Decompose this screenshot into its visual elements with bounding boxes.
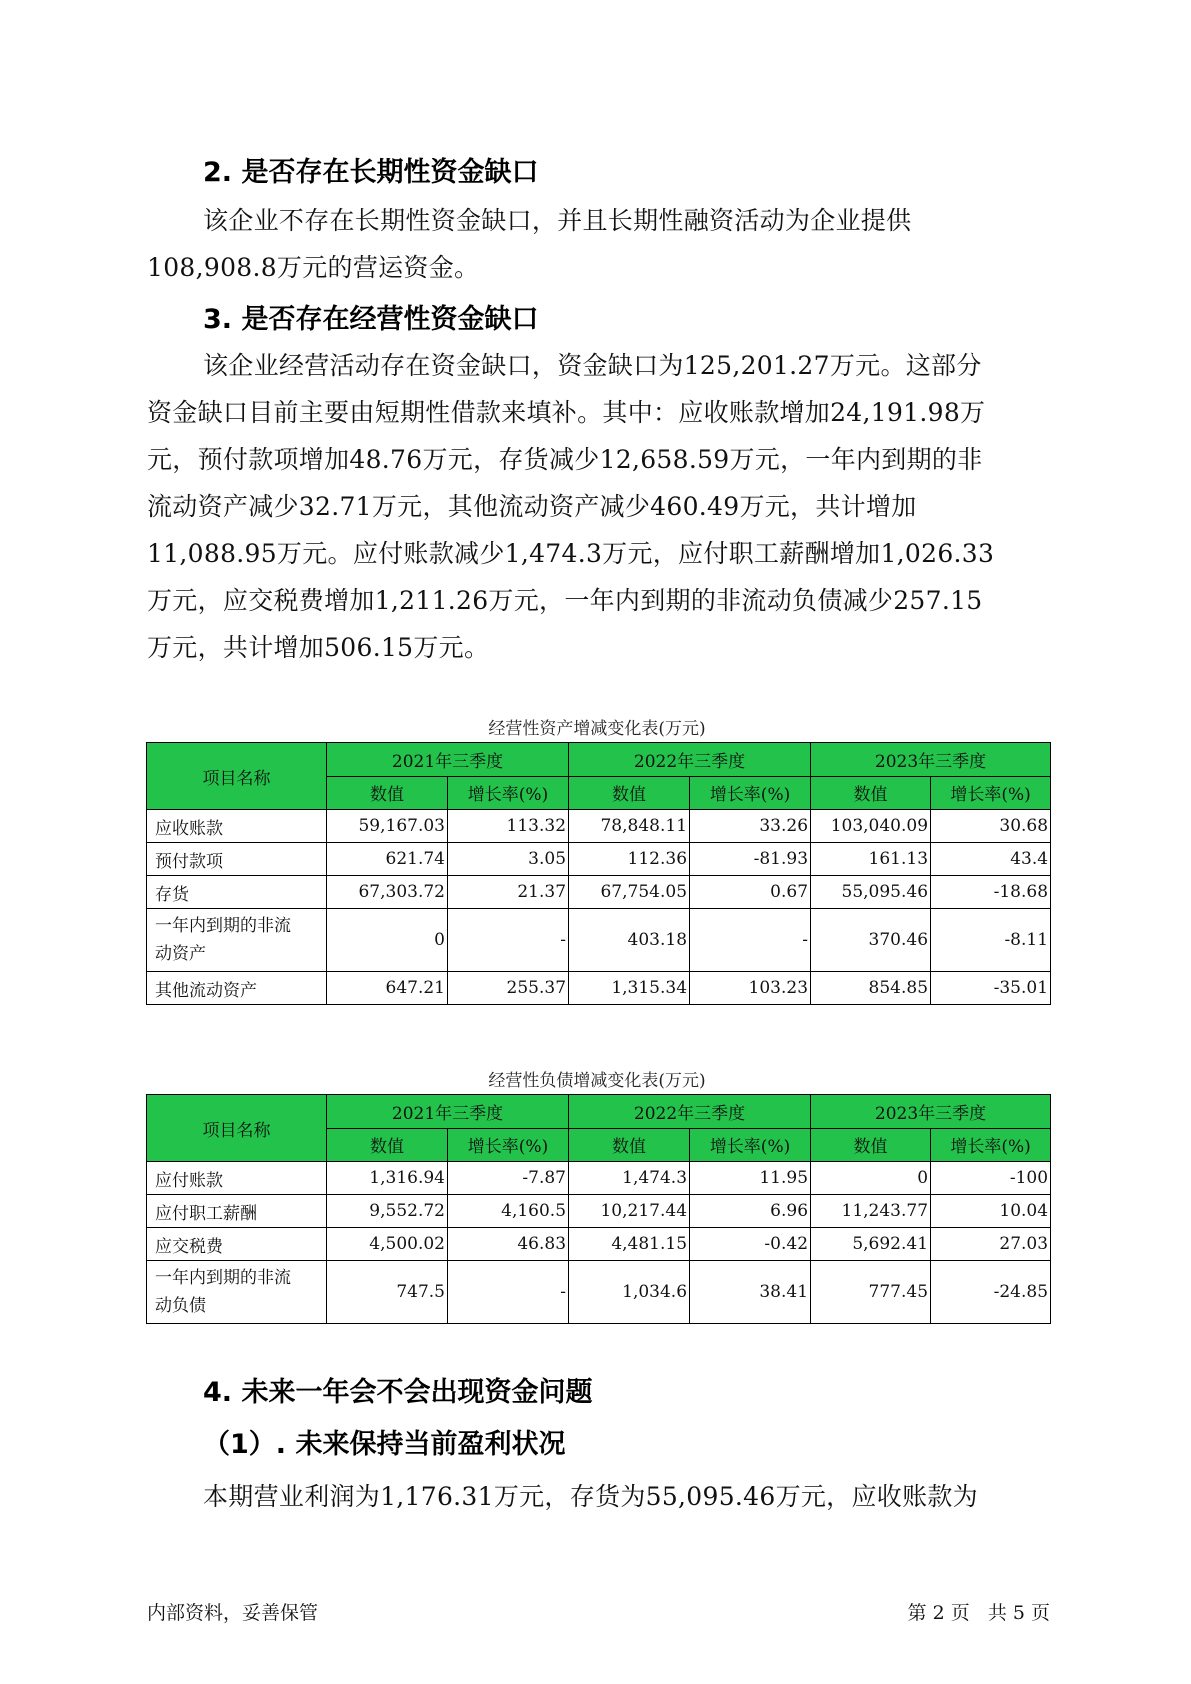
paragraph-line: 本期营业利润为1,176.31万元，存货为55,095.46万元，应收账款为 xyxy=(203,1482,978,1511)
table-cell: 6.96 xyxy=(690,1195,811,1228)
table-cell: 4,500.02 xyxy=(327,1228,448,1261)
paragraph-line: 元，预付款项增加48.76万元，存货减少12,658.59万元，一年内到期的非 xyxy=(147,445,983,474)
row-label: 应付账款 xyxy=(147,1162,327,1195)
period-header: 2023年三季度 xyxy=(811,743,1051,777)
table-cell: 103.23 xyxy=(690,972,811,1005)
table-row xyxy=(147,1195,1051,1228)
sub-heading-4-1: （1）. 未来保持当前盈利状况 xyxy=(203,1429,566,1460)
table-header-row xyxy=(147,1095,1051,1129)
table-cell: 43.4 xyxy=(931,843,1051,876)
table-cell: 21.37 xyxy=(448,876,569,909)
table-cell: 621.74 xyxy=(327,843,448,876)
row-label: 预付款项 xyxy=(147,843,327,876)
table-cell: 11,243.77 xyxy=(811,1195,931,1228)
table-cell: 777.45 xyxy=(811,1261,931,1324)
table-row xyxy=(147,876,1051,909)
column-header: 增长率(%) xyxy=(448,776,569,810)
table-cell: 1,316.94 xyxy=(327,1162,448,1195)
paragraph-line: 108,908.8万元的营运资金。 xyxy=(147,253,480,282)
table-cell: 33.26 xyxy=(690,810,811,843)
footer-confidential-note: 内部资料，妥善保管 xyxy=(147,1602,319,1624)
table-cell: 4,481.15 xyxy=(569,1228,690,1261)
section-heading-3: 3. 是否存在经营性资金缺口 xyxy=(203,304,539,335)
section-3-paragraph xyxy=(147,342,1047,671)
table-cell: 112.36 xyxy=(569,843,690,876)
row-label: 应交税费 xyxy=(147,1228,327,1261)
period-header: 2023年三季度 xyxy=(811,1095,1051,1129)
column-header: 数值 xyxy=(327,776,448,810)
paragraph-line: 流动资产减少32.71万元，其他流动资产减少460.49万元，共计增加 xyxy=(147,492,917,521)
table-row xyxy=(147,1162,1051,1195)
paragraph-line: 11,088.95万元。应付账款减少1,474.3万元，应付职工薪酬增加1,026.33 xyxy=(147,539,995,568)
table-cell: 55,095.46 xyxy=(811,876,931,909)
liabilities-table-caption: 经营性负债增减变化表(万元) xyxy=(488,1071,706,1091)
table-cell: -100 xyxy=(931,1162,1051,1195)
table-cell: 161.13 xyxy=(811,843,931,876)
column-header: 数值 xyxy=(327,1128,448,1162)
column-header-name: 项目名称 xyxy=(147,743,327,810)
column-header: 数值 xyxy=(811,776,931,810)
table-cell: 0 xyxy=(327,909,448,972)
row-label: 一年内到期的非流 动负债 xyxy=(147,1261,327,1324)
column-header: 数值 xyxy=(811,1128,931,1162)
table-row xyxy=(147,843,1051,876)
table-cell: 0.67 xyxy=(690,876,811,909)
table-cell: 647.21 xyxy=(327,972,448,1005)
section-heading-4: 4. 未来一年会不会出现资金问题 xyxy=(203,1377,593,1408)
table-row xyxy=(147,810,1051,843)
table-cell: 113.32 xyxy=(448,810,569,843)
table-cell: 11.95 xyxy=(690,1162,811,1195)
table-cell: 255.37 xyxy=(448,972,569,1005)
table-cell: 0 xyxy=(811,1162,931,1195)
column-header: 增长率(%) xyxy=(690,776,811,810)
table-cell: - xyxy=(690,909,811,972)
table-cell: - xyxy=(448,909,569,972)
row-label: 应收账款 xyxy=(147,810,327,843)
table-cell: 10,217.44 xyxy=(569,1195,690,1228)
table-cell: 9,552.72 xyxy=(327,1195,448,1228)
table-row xyxy=(147,1228,1051,1261)
table-cell: -24.85 xyxy=(931,1261,1051,1324)
row-label: 存货 xyxy=(147,876,327,909)
row-label: 其他流动资产 xyxy=(147,972,327,1005)
row-label: 一年内到期的非流 动资产 xyxy=(147,909,327,972)
table-cell: 67,754.05 xyxy=(569,876,690,909)
period-header: 2022年三季度 xyxy=(569,743,811,777)
table-cell: 854.85 xyxy=(811,972,931,1005)
table-cell: 5,692.41 xyxy=(811,1228,931,1261)
assets-table-caption: 经营性资产增减变化表(万元) xyxy=(488,719,706,739)
paragraph-line: 万元，共计增加506.15万元。 xyxy=(147,633,490,662)
table-cell: - xyxy=(448,1261,569,1324)
paragraph-line: 资金缺口目前主要由短期性借款来填补。其中：应收账款增加24,191.98万 xyxy=(147,398,986,427)
table-cell: 10.04 xyxy=(931,1195,1051,1228)
table-row xyxy=(147,972,1051,1005)
table-cell: -7.87 xyxy=(448,1162,569,1195)
table-cell: 1,315.34 xyxy=(569,972,690,1005)
table-row xyxy=(147,1261,1051,1324)
period-header: 2021年三季度 xyxy=(327,1095,569,1129)
column-header: 数值 xyxy=(569,776,690,810)
paragraph-line: 该企业不存在长期性资金缺口，并且长期性融资活动为企业提供 xyxy=(203,206,912,235)
table-cell: -8.11 xyxy=(931,909,1051,972)
table-cell: -0.42 xyxy=(690,1228,811,1261)
column-header: 增长率(%) xyxy=(931,776,1051,810)
table-cell: 46.83 xyxy=(448,1228,569,1261)
paragraph-line: 万元，应交税费增加1,211.26万元，一年内到期的非流动负债减少257.15 xyxy=(147,586,983,615)
table-cell: -35.01 xyxy=(931,972,1051,1005)
table-cell: 78,848.11 xyxy=(569,810,690,843)
table-cell: 1,474.3 xyxy=(569,1162,690,1195)
period-header: 2022年三季度 xyxy=(569,1095,811,1129)
table-cell: 4,160.5 xyxy=(448,1195,569,1228)
table-cell: 1,034.6 xyxy=(569,1261,690,1324)
row-label: 应付职工薪酬 xyxy=(147,1195,327,1228)
table-cell: 3.05 xyxy=(448,843,569,876)
period-header: 2021年三季度 xyxy=(327,743,569,777)
section-4-paragraph xyxy=(147,1473,1047,1520)
assets-table xyxy=(146,742,1051,1005)
table-row xyxy=(147,909,1051,972)
table-cell: 747.5 xyxy=(327,1261,448,1324)
liabilities-table xyxy=(146,1094,1051,1324)
table-cell: 403.18 xyxy=(569,909,690,972)
column-header: 数值 xyxy=(569,1128,690,1162)
table-cell: 30.68 xyxy=(931,810,1051,843)
table-cell: 38.41 xyxy=(690,1261,811,1324)
paragraph-line: 该企业经营活动存在资金缺口，资金缺口为125,201.27万元。这部分 xyxy=(203,351,982,380)
section-2-paragraph xyxy=(147,197,1047,291)
table-cell: 103,040.09 xyxy=(811,810,931,843)
column-header: 增长率(%) xyxy=(931,1128,1051,1162)
table-cell: 59,167.03 xyxy=(327,810,448,843)
table-cell: 67,303.72 xyxy=(327,876,448,909)
column-header: 增长率(%) xyxy=(448,1128,569,1162)
footer-page-number: 第 2 页 共 5 页 xyxy=(907,1602,1050,1624)
column-header-name: 项目名称 xyxy=(147,1095,327,1162)
table-cell: -81.93 xyxy=(690,843,811,876)
table-cell: 370.46 xyxy=(811,909,931,972)
table-cell: 27.03 xyxy=(931,1228,1051,1261)
table-cell: -18.68 xyxy=(931,876,1051,909)
section-heading-2: 2. 是否存在长期性资金缺口 xyxy=(203,157,539,188)
column-header: 增长率(%) xyxy=(690,1128,811,1162)
table-header-row xyxy=(147,743,1051,777)
